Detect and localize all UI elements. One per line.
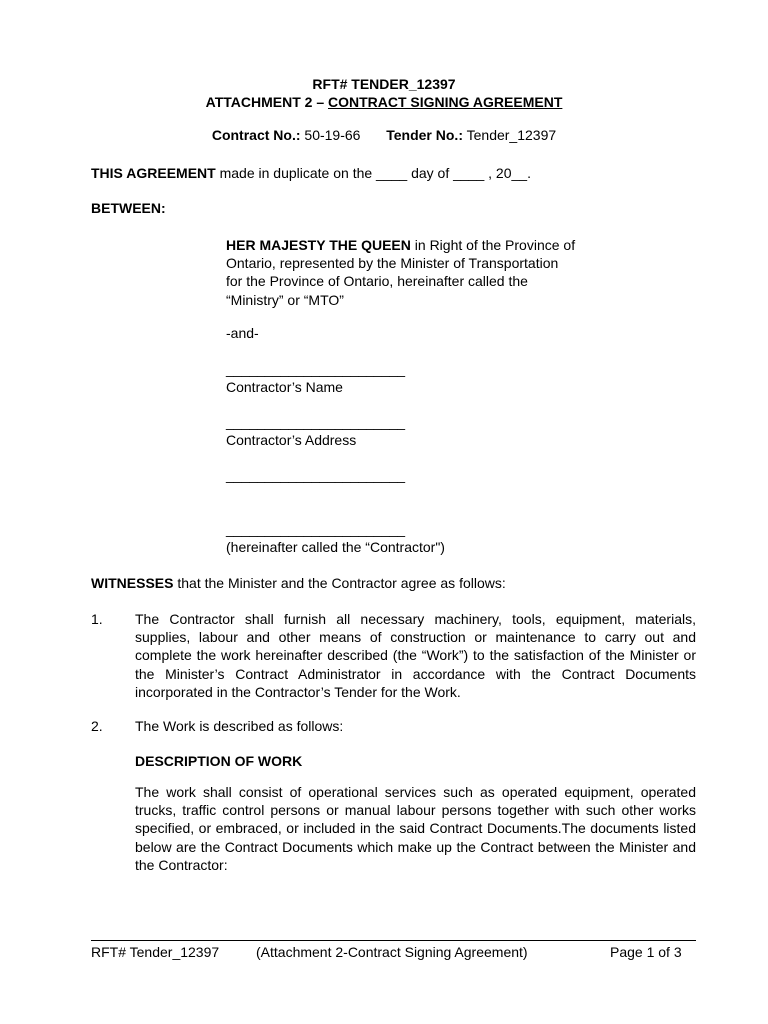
- witnesses-bold: WITNESSES: [91, 575, 174, 591]
- agreement-rest: made in duplicate on the ____ day of ____ , 20__.: [215, 165, 531, 181]
- footer-attachment: (Attachment 2-Contract Signing Agreement): [256, 944, 528, 960]
- clause-2-number: 2.: [91, 718, 103, 734]
- footer-rft: RFT# Tender_12397: [91, 944, 220, 960]
- clause-2-text: The Work is described as follows:: [135, 718, 344, 734]
- footer-page-number: Page 1 of 3: [610, 944, 682, 960]
- witnesses-line: [91, 575, 506, 591]
- tender-label: Tender No.:: [386, 127, 463, 143]
- contractor-name-label: Contractor’s Name: [226, 379, 343, 395]
- contractor-called-label: (hereinafter called the “Contractor"): [226, 539, 445, 555]
- attachment-heading: [0, 94, 768, 110]
- description-body: The work shall consist of operational services such as operated equipment, operated trucks, traffic control persons or manual labour persons together with such other works specified, or embraced, or included in the said Contract Documents.The documents listed below are the Contract Documents which make up the Contract between the Minister and the Contractor:: [135, 784, 696, 873]
- tender-value: Tender_12397: [466, 127, 557, 143]
- party-ministry-bold: HER MAJESTY THE QUEEN: [226, 237, 411, 253]
- contract-value: 50-19-66: [304, 127, 361, 143]
- description-heading: DESCRIPTION OF WORK: [135, 753, 303, 769]
- rft-heading: [0, 76, 768, 92]
- attachment-prefix: ATTACHMENT 2 –: [205, 94, 328, 110]
- party-ministry-line2: Ontario, represented by the Minister of Transportation: [226, 255, 559, 272]
- party-ministry-line4: “Ministry” or “MTO”: [226, 291, 344, 308]
- party-ministry-line1: in Right of the Province of: [410, 237, 576, 253]
- and-separator: -and-: [226, 325, 259, 341]
- agreement-bold: THIS AGREEMENT: [91, 165, 216, 181]
- clause-1-number: 1.: [91, 611, 103, 627]
- footer-rule: [91, 940, 696, 941]
- party-ministry-line3: for the Province of Ontario, hereinafter called the: [226, 273, 528, 290]
- contractor-address-blank: _______________________: [226, 414, 406, 430]
- witnesses-rest: that the Minister and the Contractor agree as follows:: [173, 575, 506, 591]
- attachment-title: CONTRACT SIGNING AGREEMENT: [328, 94, 563, 110]
- contractor-called-blank: _______________________: [226, 521, 406, 537]
- rft-number: RFT# TENDER_12397: [312, 76, 456, 92]
- between-label: BETWEEN:: [91, 200, 166, 216]
- contractor-name-blank: _______________________: [226, 361, 406, 377]
- contract-line: [0, 127, 768, 143]
- contractor-address-blank-2: _______________________: [226, 467, 406, 483]
- agreement-line: [91, 165, 531, 181]
- clause-1-text: The Contractor shall furnish all necessary machinery, tools, equipment, materials, supplies, labour and other means of construction or maintenance to carry out and complete the work hereinafter described (the “Work”) to the satisfaction of the Minister or the Minister’s Contract Administrator in accordance with the Contract Documents incorporated in the Contractor’s Tender for the Work.: [135, 611, 696, 700]
- party-ministry: [226, 236, 626, 309]
- contractor-address-label: Contractor’s Address: [226, 432, 357, 448]
- contract-label: Contract No.:: [211, 127, 301, 143]
